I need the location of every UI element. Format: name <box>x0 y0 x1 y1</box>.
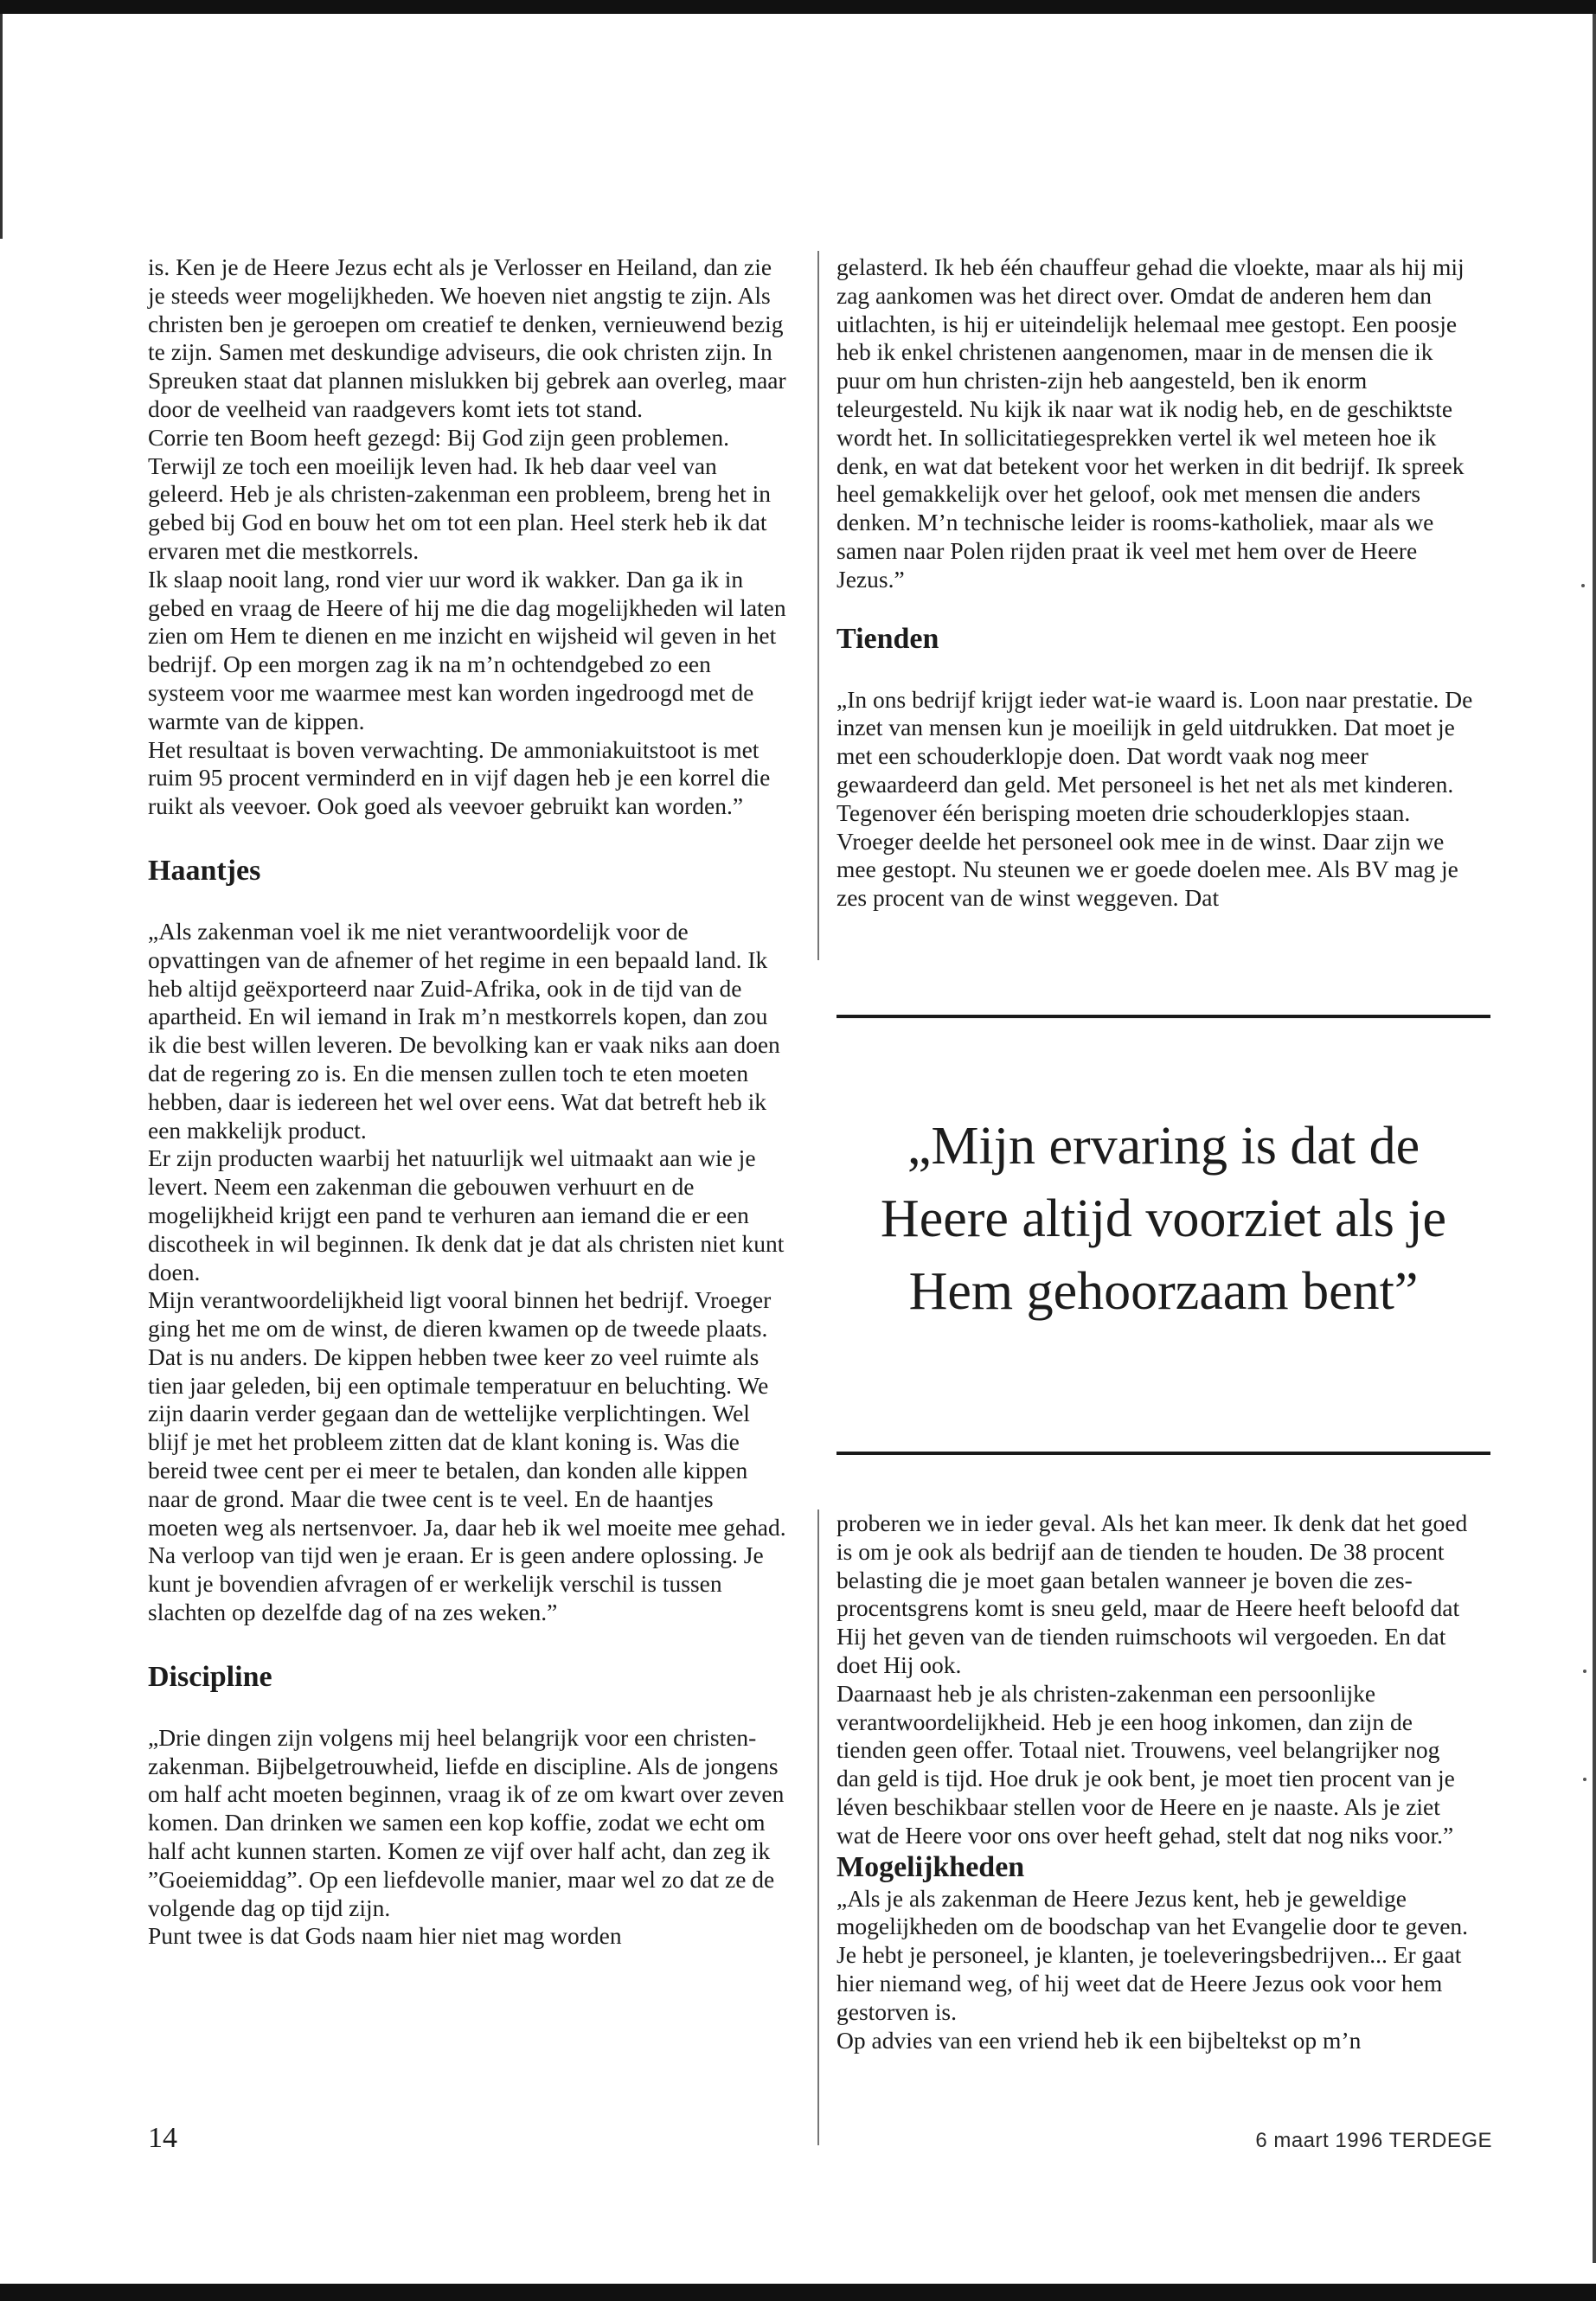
section-heading-discipline: Discipline <box>148 1660 272 1693</box>
pull-quote-rule-top <box>836 1015 1490 1018</box>
right-column-top <box>836 253 1477 913</box>
scan-border-left <box>0 14 3 239</box>
paragraph: „Als je als zakenman de Heere Jezus kent, heb je geweldige mogelijkheden om de boodschap van het Evangelie door te geven. Je hebt je personeel, je klanten, je toeleveringsbedrijven... Er gaat hier niemand weg, of hij weet dat de Heere Jezus ook voor hem gestorven is. <box>836 1884 1469 2025</box>
pull-quote <box>836 1110 1490 1328</box>
paragraph: Punt twee is dat Gods naam hier niet mag worden <box>148 1922 622 1950</box>
paragraph: „Drie dingen zijn volgens mij heel belangrijk voor een christen-zakenman. Bijbelgetrouwheid, liefde en discipline. Als de jongens om half acht moeten beginnen, vraag ik of ze om kwart over zeven komen. Dan drinken we samen een kop koffie, zodat we echt om half acht kunnen starten. Komen ze vijf over half acht, dan zeg ik ”Goeiemiddag”. Op een liefdevolle manier, maar wel zo dat ze de volgende dag op tijd zijn. <box>148 1723 785 1921</box>
section-heading-tienden: Tienden <box>836 622 939 655</box>
scan-border-bottom <box>0 2284 1596 2301</box>
paragraph: proberen we in ieder geval. Als het kan meer. Ik denk dat het goed is om je ook als bedrijf aan de tienden te houden. De 38 procent belasting die je moet gaan betalen wanneer je boven die zes-procentsgrens komt is sneu geld, maar de Heere heeft beloofd dat Hij het geven van de tienden ruimschoots wil vergoeden. En dat doet Hij ook. <box>836 1509 1468 1678</box>
paragraph: Vroeger deelde het personeel ook mee in de winst. Daar zijn we mee gestopt. Nu steunen we er goede doelen mee. Als BV mag je zes procent van de winst weggeven. Dat <box>836 827 1458 912</box>
column-divider-bottom <box>817 1509 819 2145</box>
pull-quote-line: „Mijn ervaring is dat de <box>907 1117 1420 1176</box>
paragraph: gelasterd. Ik heb één chauffeur gehad die vloekte, maar als hij mij zag aankomen was het direct over. Omdat de anderen hem dan uitlachten, is hij er uiteindelijk helemaal mee gestopt. Een poosje heb ik enkel christenen aangenomen, maar in de mensen die ik puur om hun christen-zijn heb aangesteld, ben ik enorm teleurgesteld. Nu kijk ik naar wat ik nodig heb, en de geschiktste wordt het. In sollicitatiegesprekken vertel ik wel meteen hoe ik denk, en wat dat betekent voor het werken in dit bedrijf. Ik spreek heel gemakkelijk over het geloof, ook met mensen die anders denken. M’n technische leider is rooms-katholiek, maar als we samen naar Polen rijden praat ik veel met hem over de Heere Jezus.” <box>836 253 1465 593</box>
issue-date: 6 maart 1996 TERDEGE <box>1255 2129 1492 2152</box>
paragraph: „Als zakenman voel ik me niet verantwoordelijk voor de opvattingen van de afnemer of het regime in een bepaald land. Ik heb altijd geëxporteerd naar Zuid-Afrika, ook in de tijd van de apartheid. En wil iemand in Irak m’n mestkorrels kopen, dan zou ik die best willen leveren. De bevolking kan er vaak niks aan doen dat de regering zo is. En die mensen zullen toch te eten moeten hebben, daar is iedereen het wel over eens. Wat dat betreft heb ik een makkelijk product. <box>148 917 780 1144</box>
paragraph: Corrie ten Boom heeft gezegd: Bij God zijn geen problemen. Terwijl ze toch een moeilijk leven had. Ik heb daar veel van geleerd. Heb je als christen-zakenman een probleem, breng het in gebed bij God en bouw het om tot een plan. Heel sterk heb ik dat ervaren met die mestkorrels. <box>148 423 772 564</box>
scan-speck <box>1583 1670 1586 1673</box>
page-number: 14 <box>148 2122 177 2154</box>
paragraph: is. Ken je de Heere Jezus echt als je Verlosser en Heiland, dan zie je steeds weer mogelijkheden. We hoeven niet angstig te zijn. Als christen ben je geroepen om creatief te denken, vernieuwend bezig te zijn. Samen met deskundige adviseurs, die ook christen zijn. In Spreuken staat dat plannen mislukken bij gebrek aan overleg, maar door de veelheid van raadgevers komt iets tot stand. <box>148 253 786 422</box>
paragraph: Ik slaap nooit lang, rond vier uur word ik wakker. Dan ga ik in gebed en vraag de Heere of hij me die dag mogelijkheden wil laten zien om Hem te dienen en me inzicht en wijsheid wil geven in het bedrijf. Op een morgen zag ik na m’n ochtendgebed zo een systeem voor me waarmee mest kan worden ingedroogd met de warmte van de kippen. <box>148 565 786 734</box>
scan-border-right <box>1593 14 1596 2263</box>
section-heading-haantjes: Haantjes <box>148 854 261 887</box>
paragraph: Er zijn producten waarbij het natuurlijk wel uitmaakt aan wie je levert. Neem een zakenman die gebouwen verhuurt en de mogelijkheid krijgt een pand te verhuren aan iemand die er een discotheek in wil beginnen. Ik denk dat je dat als christen niet kunt doen. <box>148 1144 785 1285</box>
section-heading-mogelijkheden: Mogelijkheden <box>836 1850 1025 1883</box>
column-divider-top <box>817 251 819 960</box>
left-column <box>148 253 788 1951</box>
scan-speck <box>1581 584 1585 587</box>
scan-border-top <box>0 0 1596 14</box>
paragraph: „In ons bedrijf krijgt ieder wat-ie waard is. Loon naar prestatie. De inzet van mensen kun je moeilijk in geld uitdrukken. Dat moet je met een schouderklopje doen. Dat wordt vaak nog meer gewaardeerd dan geld. Met personeel is het net als met kinderen. Tegenover één berisping moeten drie schouderklopjes staan. <box>836 685 1473 826</box>
right-column-bottom <box>836 1509 1477 2054</box>
paragraph: Daarnaast heb je als christen-zakenman een persoonlijke verantwoordelijkheid. Heb je een hoog inkomen, dan zijn de tienden geen offer. Totaal niet. Trouwens, veel belangrijker nog dan geld is tijd. Hoe druk je ook bent, je moet tien procent van je léven beschikbaar stellen voor de Heere en je naaste. Als je ziet wat de Heere voor ons over heeft gehad, stelt dat nog niks voor.” <box>836 1679 1455 1849</box>
pull-quote-line: Hem gehoorzaam bent” <box>908 1262 1419 1321</box>
pull-quote-rule-bottom <box>836 1452 1490 1455</box>
pull-quote-line: Heere altijd voorziet als je <box>880 1189 1447 1248</box>
scan-speck <box>1583 1778 1586 1781</box>
paragraph: Op advies van een vriend heb ik een bijbeltekst op m’n <box>836 2026 1362 2054</box>
paragraph: Het resultaat is boven verwachting. De ammoniakuitstoot is met ruim 95 procent verminderd en in vijf dagen heb je een korrel die ruikt als veevoer. Ook goed als veevoer gebruikt kan worden.” <box>148 735 771 820</box>
paragraph: Mijn verantwoordelijkheid ligt vooral binnen het bedrijf. Vroeger ging het me om de winst, de dieren kwamen op de tweede plaats. Dat is nu anders. De kippen hebben twee keer zo veel ruimte als tien jaar geleden, bij een optimale temperatuur en beluchting. We zijn daarin verder gegaan dan de wettelijke verplichtingen. Wel blijf je met het probleem zitten dat de klant koning is. Was die bereid twee cent per ei meer te betalen, dan konden alle kippen naar de grond. Maar die twee cent is te veel. En de haantjes moeten weg als nertsenvoer. Ja, daar heb ik wel moeite mee gehad. Na verloop van tijd wen je eraan. Er is geen andere oplossing. Je kunt je bovendien afvragen of er werkelijk verschil is tussen slachten op dezelfde dag of na zes weken.” <box>148 1286 786 1626</box>
